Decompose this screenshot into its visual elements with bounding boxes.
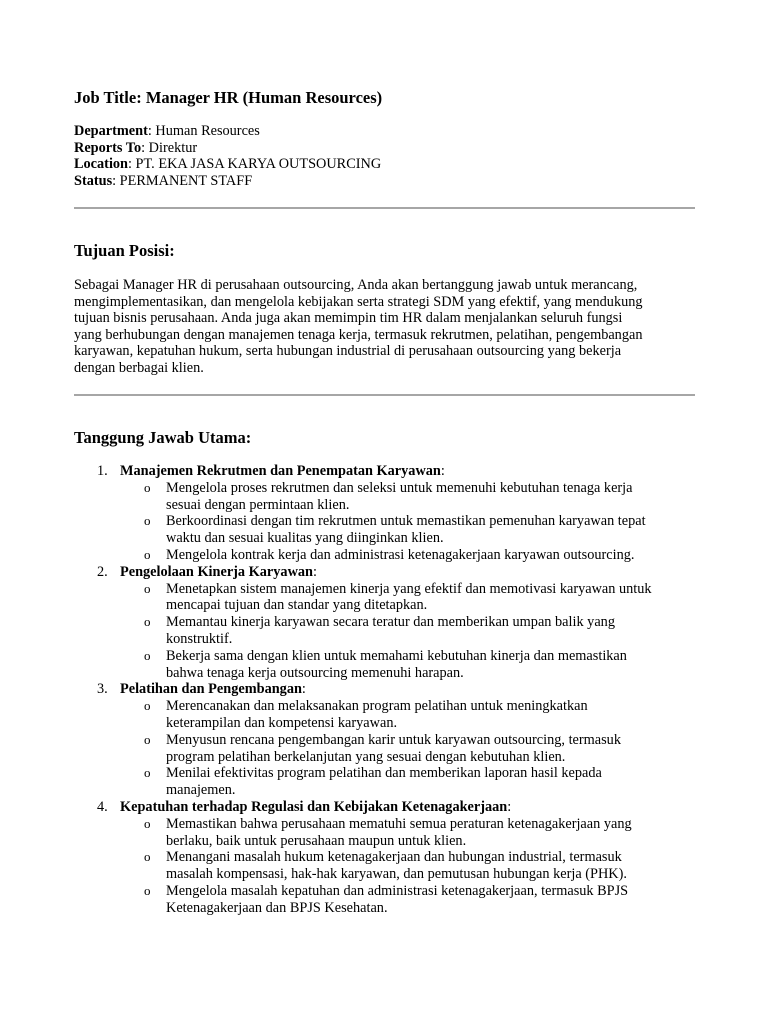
bullet-icon: o [144,698,151,714]
item-number: 2. [97,563,108,580]
responsibility-list [74,463,652,917]
bullet-icon: o [144,580,151,596]
sub-item-line: konstruktif. [166,630,233,647]
paragraph-line: mengimplementasikan, dan mengelola kebijakan serta strategi SDM yang efektif, yang mendukung [74,293,643,310]
meta-department-label: Department [74,123,148,139]
sub-item [74,849,652,883]
item-heading [74,463,652,480]
sub-item-line: Memantau kinerja karyawan secara teratur dan memberikan umpan balik yang [166,614,615,631]
meta-location-label: Location [74,156,129,173]
paragraph-line: dengan berbagai klien. [74,359,204,376]
paragraph-line: tujuan bisnis perusahaan. Anda juga akan memimpin tim HR dalam menjalankan seluruh fungsi [74,310,623,326]
sub-item [74,883,652,917]
horizontal-divider [74,207,695,209]
item-suffix: : [301,681,306,698]
sub-item-line: masalah kompensasi, hak-hak karyawan, dan pemutusan hubungan kerja (PHK). [166,866,627,883]
sub-item [74,732,652,766]
sub-item-line: Menangani masalah hukum ketenagakerjaan dan hubungan industrial, termasuk [166,849,622,866]
item-heading [74,564,652,581]
sub-item [74,614,652,648]
sub-item-line: keterampilan dan kompetensi karyawan. [166,714,398,731]
item-title: Pengelolaan Kinerja Karyawan [120,563,313,580]
sub-item-line: berlaku, baik untuk perusahaan maupun untuk klien. [166,832,467,849]
paragraph-line: yang berhubungan dengan manajemen tenaga kerja, termasuk rekrutmen, pelatihan, pengembangan [74,326,643,343]
sub-item-line: bahwa tenaga kerja outsourcing memenuhi harapan. [166,664,464,681]
item-title: Manajemen Rekrutmen dan Penempatan Karyawan [120,463,441,479]
meta-reports-to-label: Reports To [74,139,142,156]
sub-item-line: program pelatihan berkelanjutan yang sesuai dengan kebutuhan klien. [166,748,566,765]
item-title: Kepatuhan terhadap Regulasi dan Kebijakan Ketenagakerjaan [120,798,508,815]
sub-item-line: Merencanakan dan melaksanakan program pelatihan untuk meningkatkan [166,698,588,715]
section-heading-tujuan: Tujuan Posisi: [74,241,175,260]
sub-item-line: Menyusun rencana pengembangan karir untuk karyawan outsourcing, termasuk [166,731,621,748]
responsibility-item [74,463,652,564]
bullet-icon: o [144,765,151,781]
meta-location [74,156,381,173]
sub-item [74,816,652,850]
meta-status [74,173,381,190]
paragraph-line: Sebagai Manager HR di perusahaan outsourcing, Anda akan bertanggung jawab untuk merancang, [74,277,638,293]
sub-item-line: Berkoordinasi dengan tim rekrutmen untuk memastikan pemenuhan karyawan tepat [166,513,646,530]
item-number: 3. [97,681,108,698]
sub-item-line: Mengelola masalah kepatuhan dan administrasi ketenagakerjaan, termasuk BPJS [166,882,629,899]
sub-item [74,480,652,514]
meta-department-value: : Human Resources [147,123,260,139]
responsibility-item [74,799,652,917]
item-heading [74,799,652,816]
meta-status-value: : PERMANENT STAFF [112,172,253,189]
item-number: 1. [97,463,108,479]
sub-item [74,547,652,564]
item-suffix: : [507,798,512,815]
bullet-icon: o [144,614,151,630]
meta-reports-to [74,140,381,157]
responsibility-item [74,564,652,682]
sub-item-line: Menetapkan sistem manajemen kinerja yang efektif dan memotivasi karyawan untuk [166,580,652,597]
bullet-icon: o [144,513,151,529]
item-title: Pelatihan dan Pengembangan [120,681,302,698]
job-title: Job Title: Manager HR (Human Resources) [74,88,383,107]
sub-item [74,698,652,732]
responsibility-item [74,681,652,799]
item-heading [74,681,652,698]
bullet-icon: o [144,815,151,831]
sub-item-line: sesuai dengan permintaan klien. [166,496,350,513]
sub-item-line: Mengelola kontrak kerja dan administrasi ketenagakerjaan karyawan outsourcing. [166,546,635,563]
paragraph-line: karyawan, kepatuhan hukum, serta hubungan industrial di perusahaan outsourcing yang bekerja [74,343,622,359]
section-heading-tanggung-jawab: Tanggung Jawab Utama: [74,428,252,447]
sub-item-line: Mengelola proses rekrutmen dan seleksi untuk memenuhi kebutuhan tenaga kerja [166,479,633,496]
item-suffix: : [313,563,317,580]
sub-item [74,648,652,682]
bullet-icon: o [144,647,151,663]
bullet-icon: o [144,546,151,562]
meta-status-label: Status [74,172,113,189]
item-suffix: : [440,463,445,479]
sub-item-line: mencapai tujuan dan standar yang ditetapkan. [166,597,428,614]
meta-reports-to-value: : Direktur [141,139,198,156]
sub-item-line: Bekerja sama dengan klien untuk memahami kebutuhan kinerja dan memastikan [166,647,627,664]
bullet-icon: o [144,882,151,898]
sub-item-line: Memastikan bahwa perusahaan mematuhi semua peraturan ketenagakerjaan yang [166,815,632,832]
job-meta [74,123,381,189]
bullet-icon: o [144,479,151,495]
sub-item-line: Ketenagakerjaan dan BPJS Kesehatan. [166,899,388,916]
sub-item [74,581,652,615]
bullet-icon: o [144,849,151,865]
item-number: 4. [97,798,108,815]
meta-department [74,123,381,140]
sub-item [74,513,652,547]
sub-item-line: Menilai efektivitas program pelatihan dan memberikan laporan hasil kepada [166,765,602,782]
sub-item [74,765,652,799]
meta-location-value: : PT. EKA JASA KARYA OUTSOURCING [128,156,382,173]
bullet-icon: o [144,731,151,747]
tujuan-paragraph [74,277,643,376]
sub-item-line: manajemen. [166,782,236,799]
sub-item-line: waktu dan sesuai kualitas yang diinginkan klien. [166,530,444,547]
horizontal-divider [74,394,695,396]
